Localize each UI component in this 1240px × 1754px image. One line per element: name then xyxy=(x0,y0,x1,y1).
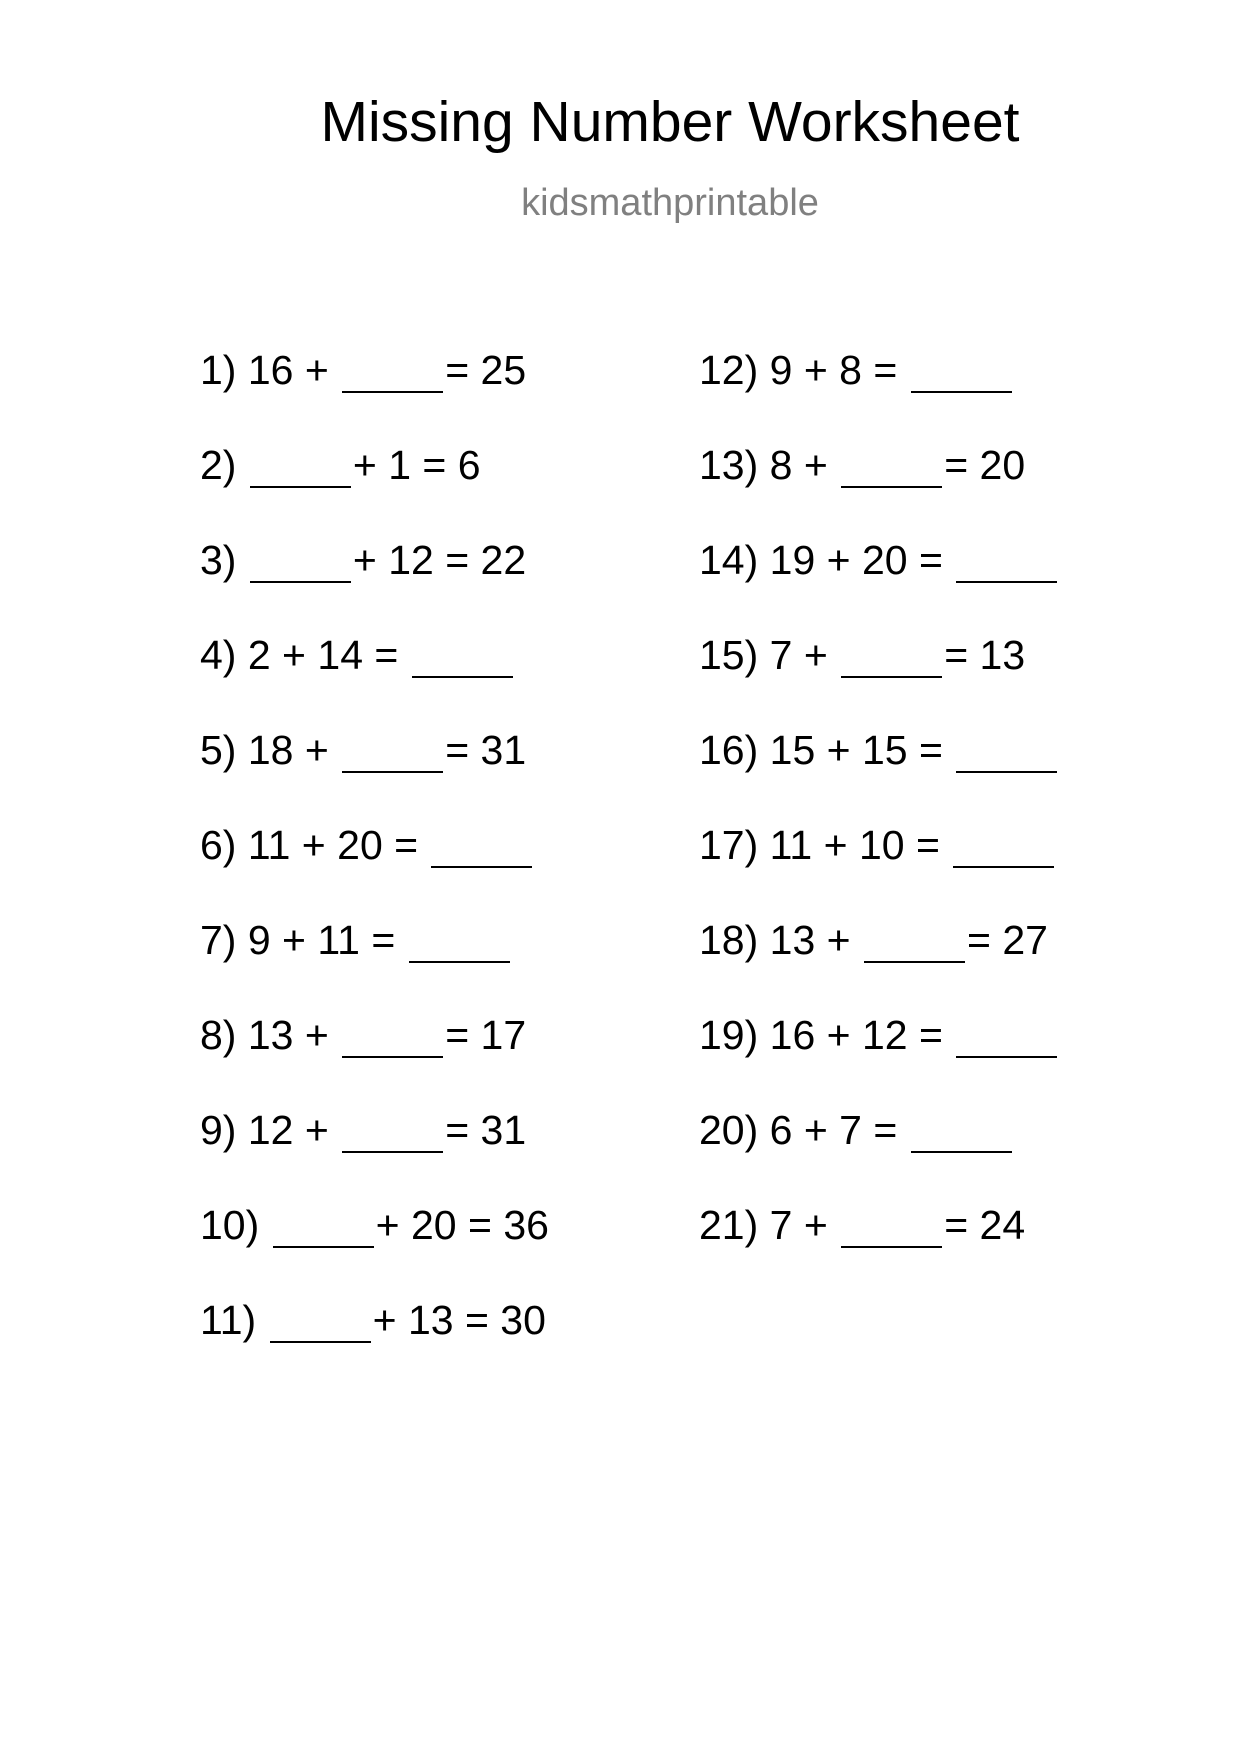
answer-blank xyxy=(841,635,942,678)
equation-text: 19 + 20 = xyxy=(769,537,955,583)
problem-number: 11) xyxy=(200,1297,268,1343)
answer-blank xyxy=(342,1015,443,1058)
problem-item xyxy=(200,1012,549,1110)
problem-item xyxy=(699,347,1059,445)
equation-text: = 24 xyxy=(944,1202,1026,1248)
problem-number: 8) xyxy=(200,1012,248,1058)
problem-item xyxy=(200,917,549,1015)
answer-blank xyxy=(841,445,942,488)
answer-blank xyxy=(342,350,443,393)
equation-text: = 31 xyxy=(445,727,527,773)
equation-text: = 27 xyxy=(967,917,1048,963)
worksheet-title: Missing Number Worksheet xyxy=(320,90,1020,154)
equation-text: + 12 = 22 xyxy=(352,537,527,583)
problem-number: 21) xyxy=(699,1202,770,1248)
answer-blank xyxy=(342,730,443,773)
problem-item xyxy=(699,822,1059,920)
answer-blank xyxy=(864,920,965,963)
equation-text: 12 + xyxy=(247,1107,341,1153)
problem-number: 10) xyxy=(200,1202,271,1248)
equation-text: 6 + 7 = xyxy=(769,1107,909,1153)
problem-item xyxy=(200,347,549,445)
answer-blank xyxy=(911,1110,1012,1153)
answer-blank xyxy=(342,1110,443,1153)
problem-number: 17) xyxy=(699,822,770,868)
equation-text: 9 + 8 = xyxy=(769,347,909,393)
problem-number: 4) xyxy=(200,632,248,678)
equation-text: 15 + 15 = xyxy=(769,727,955,773)
problem-number: 6) xyxy=(200,822,248,868)
problem-number: 19) xyxy=(699,1012,770,1058)
equation-text: 9 + 11 = xyxy=(247,917,407,963)
problem-item xyxy=(200,632,549,730)
problem-item xyxy=(699,442,1059,540)
problem-number: 5) xyxy=(200,727,248,773)
equation-text: 11 + 10 = xyxy=(769,822,952,868)
problem-item xyxy=(699,632,1059,730)
problem-number: 16) xyxy=(699,727,770,773)
problem-item xyxy=(200,442,549,540)
problem-number: 14) xyxy=(699,537,770,583)
problem-item xyxy=(699,727,1059,825)
answer-blank xyxy=(911,350,1012,393)
problem-number: 2) xyxy=(200,442,248,488)
problem-item xyxy=(200,1107,549,1205)
equation-text: 13 + xyxy=(769,917,862,963)
equation-text: = 31 xyxy=(445,1107,527,1153)
problem-number: 1) xyxy=(200,347,248,393)
answer-blank xyxy=(412,635,513,678)
problem-item xyxy=(200,1297,549,1395)
answer-blank xyxy=(956,540,1057,583)
problem-number: 13) xyxy=(699,442,770,488)
equation-text: 7 + xyxy=(769,632,840,678)
problem-number: 18) xyxy=(699,917,770,963)
problem-item xyxy=(699,1012,1059,1110)
problem-number: 20) xyxy=(699,1107,770,1153)
equation-text: 11 + 20 = xyxy=(247,822,430,868)
answer-blank xyxy=(431,825,532,868)
equation-text: = 13 xyxy=(944,632,1026,678)
answer-blank xyxy=(953,825,1054,868)
equation-text: + 13 = 30 xyxy=(372,1297,546,1343)
problem-number: 15) xyxy=(699,632,770,678)
equation-text: + 1 = 6 xyxy=(352,442,481,488)
problem-item xyxy=(699,917,1059,1015)
answer-blank xyxy=(273,1205,374,1248)
equation-text: 18 + xyxy=(247,727,341,773)
answer-blank xyxy=(270,1300,371,1343)
answer-blank xyxy=(841,1205,942,1248)
problem-number: 7) xyxy=(200,917,248,963)
equation-text: 16 + xyxy=(247,347,341,393)
problem-column-right xyxy=(699,347,1059,1300)
equation-text: 13 + xyxy=(247,1012,341,1058)
equation-text: 7 + xyxy=(769,1202,840,1248)
problem-number: 3) xyxy=(200,537,248,583)
problem-item xyxy=(200,1202,549,1300)
equation-text: = 25 xyxy=(445,347,527,393)
equation-text: 2 + 14 = xyxy=(247,632,410,678)
problem-number: 12) xyxy=(699,347,770,393)
problem-number: 9) xyxy=(200,1107,248,1153)
answer-blank xyxy=(956,730,1057,773)
worksheet-subtitle: kidsmathprintable xyxy=(521,182,819,224)
problem-item xyxy=(200,822,549,920)
equation-text: 16 + 12 = xyxy=(769,1012,955,1058)
answer-blank xyxy=(250,540,351,583)
problem-column-left xyxy=(200,347,549,1395)
answer-blank xyxy=(409,920,510,963)
equation-text: + 20 = 36 xyxy=(375,1202,549,1248)
answer-blank xyxy=(956,1015,1057,1058)
problem-item xyxy=(699,537,1059,635)
equation-text: 8 + xyxy=(769,442,840,488)
answer-blank xyxy=(250,445,351,488)
problem-item xyxy=(200,537,549,635)
problem-item xyxy=(699,1107,1059,1205)
problem-item xyxy=(699,1202,1059,1300)
problem-item xyxy=(200,727,549,825)
equation-text: = 20 xyxy=(944,442,1026,488)
equation-text: = 17 xyxy=(445,1012,527,1058)
